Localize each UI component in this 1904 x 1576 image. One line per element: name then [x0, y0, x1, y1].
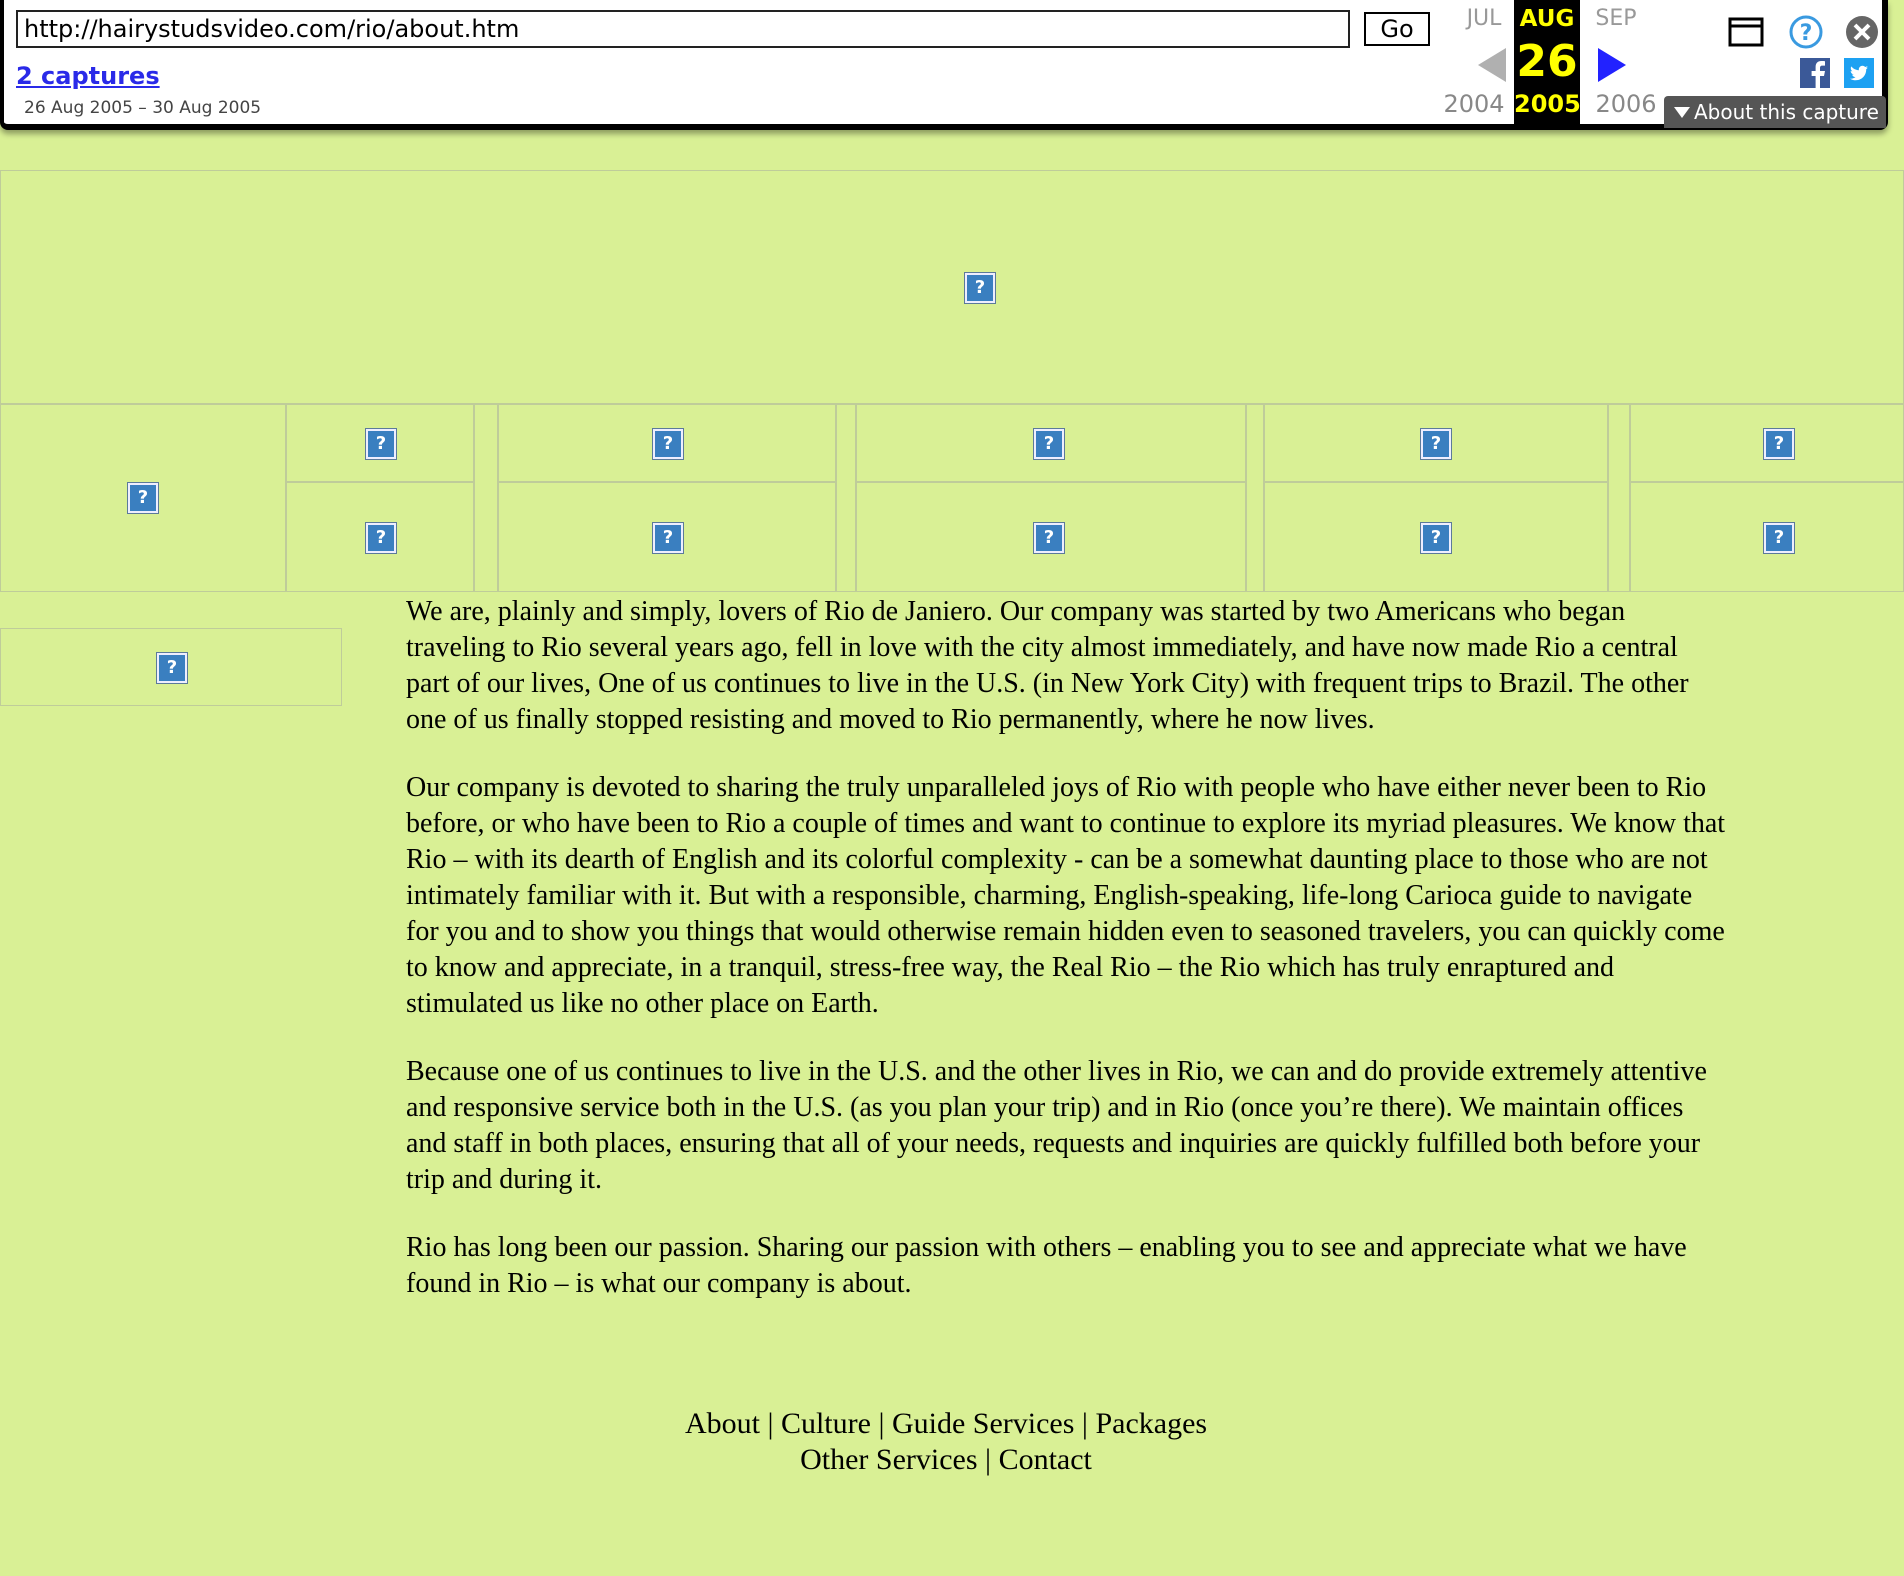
footer-separator: | — [1081, 1407, 1088, 1440]
current-capture-date — [1514, 0, 1580, 124]
nav-image-cell[interactable] — [286, 404, 474, 482]
about-paragraph: Because one of us continues to live in the U.S. and the other lives in Rio, we can and do provide extremely attentive and responsive service both in the U.S. (as you plan your trip) and in Rio (once you’re there). We maintain offices and staff in both places, ensuring that all of your needs, requests and inquiries are quickly fulfilled both before your trip and during it. — [406, 1056, 1707, 1195]
help-icon[interactable] — [1788, 14, 1824, 50]
nav-image-cell[interactable] — [1630, 404, 1904, 482]
broken-image-icon: ? — [965, 273, 995, 303]
current-month-label: AUG — [1519, 6, 1575, 32]
broken-image-icon: ? — [653, 429, 683, 459]
broken-image-icon: ? — [1034, 429, 1064, 459]
header-banner-cell — [0, 170, 1904, 404]
broken-image-icon: ? — [366, 523, 396, 553]
broken-image-icon: ? — [1764, 429, 1794, 459]
nav-image-cell[interactable] — [498, 482, 836, 592]
nav-image-cell[interactable] — [498, 404, 836, 482]
about-capture-dropdown[interactable]: About this capture — [1664, 96, 1886, 128]
broken-image-icon: ? — [1764, 523, 1794, 553]
spacer-cell — [474, 404, 498, 592]
broken-image-icon: ? — [157, 653, 187, 683]
about-paragraph: Rio has long been our passion. Sharing our passion with others – enabling you to see and appreciate what we have found in Rio – is what our company is about. — [406, 1232, 1687, 1299]
about-content — [406, 594, 1726, 1334]
sidebar-image-cell — [0, 628, 342, 706]
footer-link-culture[interactable]: Culture — [780, 1407, 871, 1440]
prev-month-label[interactable]: JUL — [1466, 6, 1502, 31]
close-icon[interactable] — [1844, 14, 1880, 50]
nav-image-cell[interactable] — [1264, 482, 1608, 592]
footer-link-guide-services[interactable]: Guide Services — [891, 1407, 1075, 1440]
about-paragraph: Our company is devoted to sharing the truly unparalleled joys of Rio with people who have either never been to Rio before, or who have been to Rio a couple of times and want to continue to explore its myriad pleasures. We know that Rio – with its dearth of English and its colorful complexity - can be a somewhat daunting place to those who are not intimately familiar with it. But with a responsible, charming, English-speaking, life-long Carioca guide to navigate for you and to show you things that would otherwise remain hidden even to seasoned travelers, you can quickly come to know and appreciate, in a tranquil, stress-free way, the Real Rio – the Rio which has truly enraptured and stimulated us like no other place on Earth. — [406, 772, 1726, 1019]
twitter-icon[interactable] — [1844, 58, 1874, 88]
broken-image-icon: ? — [366, 429, 396, 459]
logo-cell — [0, 404, 286, 592]
current-day-label: 26 — [1516, 36, 1578, 87]
next-capture-arrow-icon[interactable] — [1598, 48, 1626, 82]
next-year-label[interactable]: 2006 — [1595, 90, 1657, 118]
footer-nav — [406, 1406, 1486, 1478]
footer-link-packages[interactable]: Packages — [1095, 1407, 1208, 1440]
current-year-label: 2005 — [1514, 90, 1581, 118]
footer-link-about[interactable]: About — [684, 1407, 760, 1440]
spacer-cell — [836, 404, 856, 592]
nav-image-cell[interactable] — [856, 482, 1246, 592]
spacer-cell — [1608, 404, 1630, 592]
footer-link-other-services[interactable]: Other Services — [800, 1443, 978, 1476]
broken-image-icon: ? — [1421, 429, 1451, 459]
broken-image-icon: ? — [1421, 523, 1451, 553]
spacer-cell — [1246, 404, 1264, 592]
nav-image-cell[interactable] — [1264, 404, 1608, 482]
nav-image-cell[interactable] — [1630, 482, 1904, 592]
facebook-icon[interactable] — [1800, 58, 1830, 88]
about-paragraph: We are, plainly and simply, lovers of Rio de Janiero. Our company was started by two Americans who began traveling to Rio several years ago, fell in love with the city almost immediately, and have now made Rio a central part of our lives, One of us continues to live in the U.S. (in New York City) with frequent trips to Brazil. The other one of us finally stopped resisting and moved to Rio permanently, where he now lives. — [406, 596, 1689, 735]
wayback-toolbar — [0, 0, 1888, 130]
broken-image-icon: ? — [128, 483, 158, 513]
next-month-label[interactable]: SEP — [1595, 6, 1637, 31]
footer-nav-row — [406, 1406, 1486, 1442]
footer-link-contact[interactable]: Contact — [998, 1443, 1092, 1476]
svg-text:?: ? — [1799, 21, 1813, 46]
footer-separator: | — [985, 1443, 992, 1476]
nav-image-cell[interactable] — [856, 404, 1246, 482]
footer-separator: | — [767, 1407, 774, 1440]
captures-link[interactable]: 2 captures — [16, 62, 160, 90]
capture-date-range: 26 Aug 2005 – 30 Aug 2005 — [24, 98, 262, 118]
prev-capture-arrow-icon[interactable] — [1478, 48, 1506, 82]
broken-image-icon: ? — [1034, 523, 1064, 553]
broken-image-icon: ? — [653, 523, 683, 553]
screenshot-icon[interactable] — [1728, 16, 1764, 48]
footer-nav-row — [406, 1442, 1486, 1478]
footer-separator: | — [878, 1407, 885, 1440]
nav-image-cell[interactable] — [286, 482, 474, 592]
prev-year-label[interactable]: 2004 — [1443, 90, 1505, 118]
go-button[interactable]: Go — [1364, 12, 1430, 46]
url-input[interactable] — [16, 10, 1350, 48]
